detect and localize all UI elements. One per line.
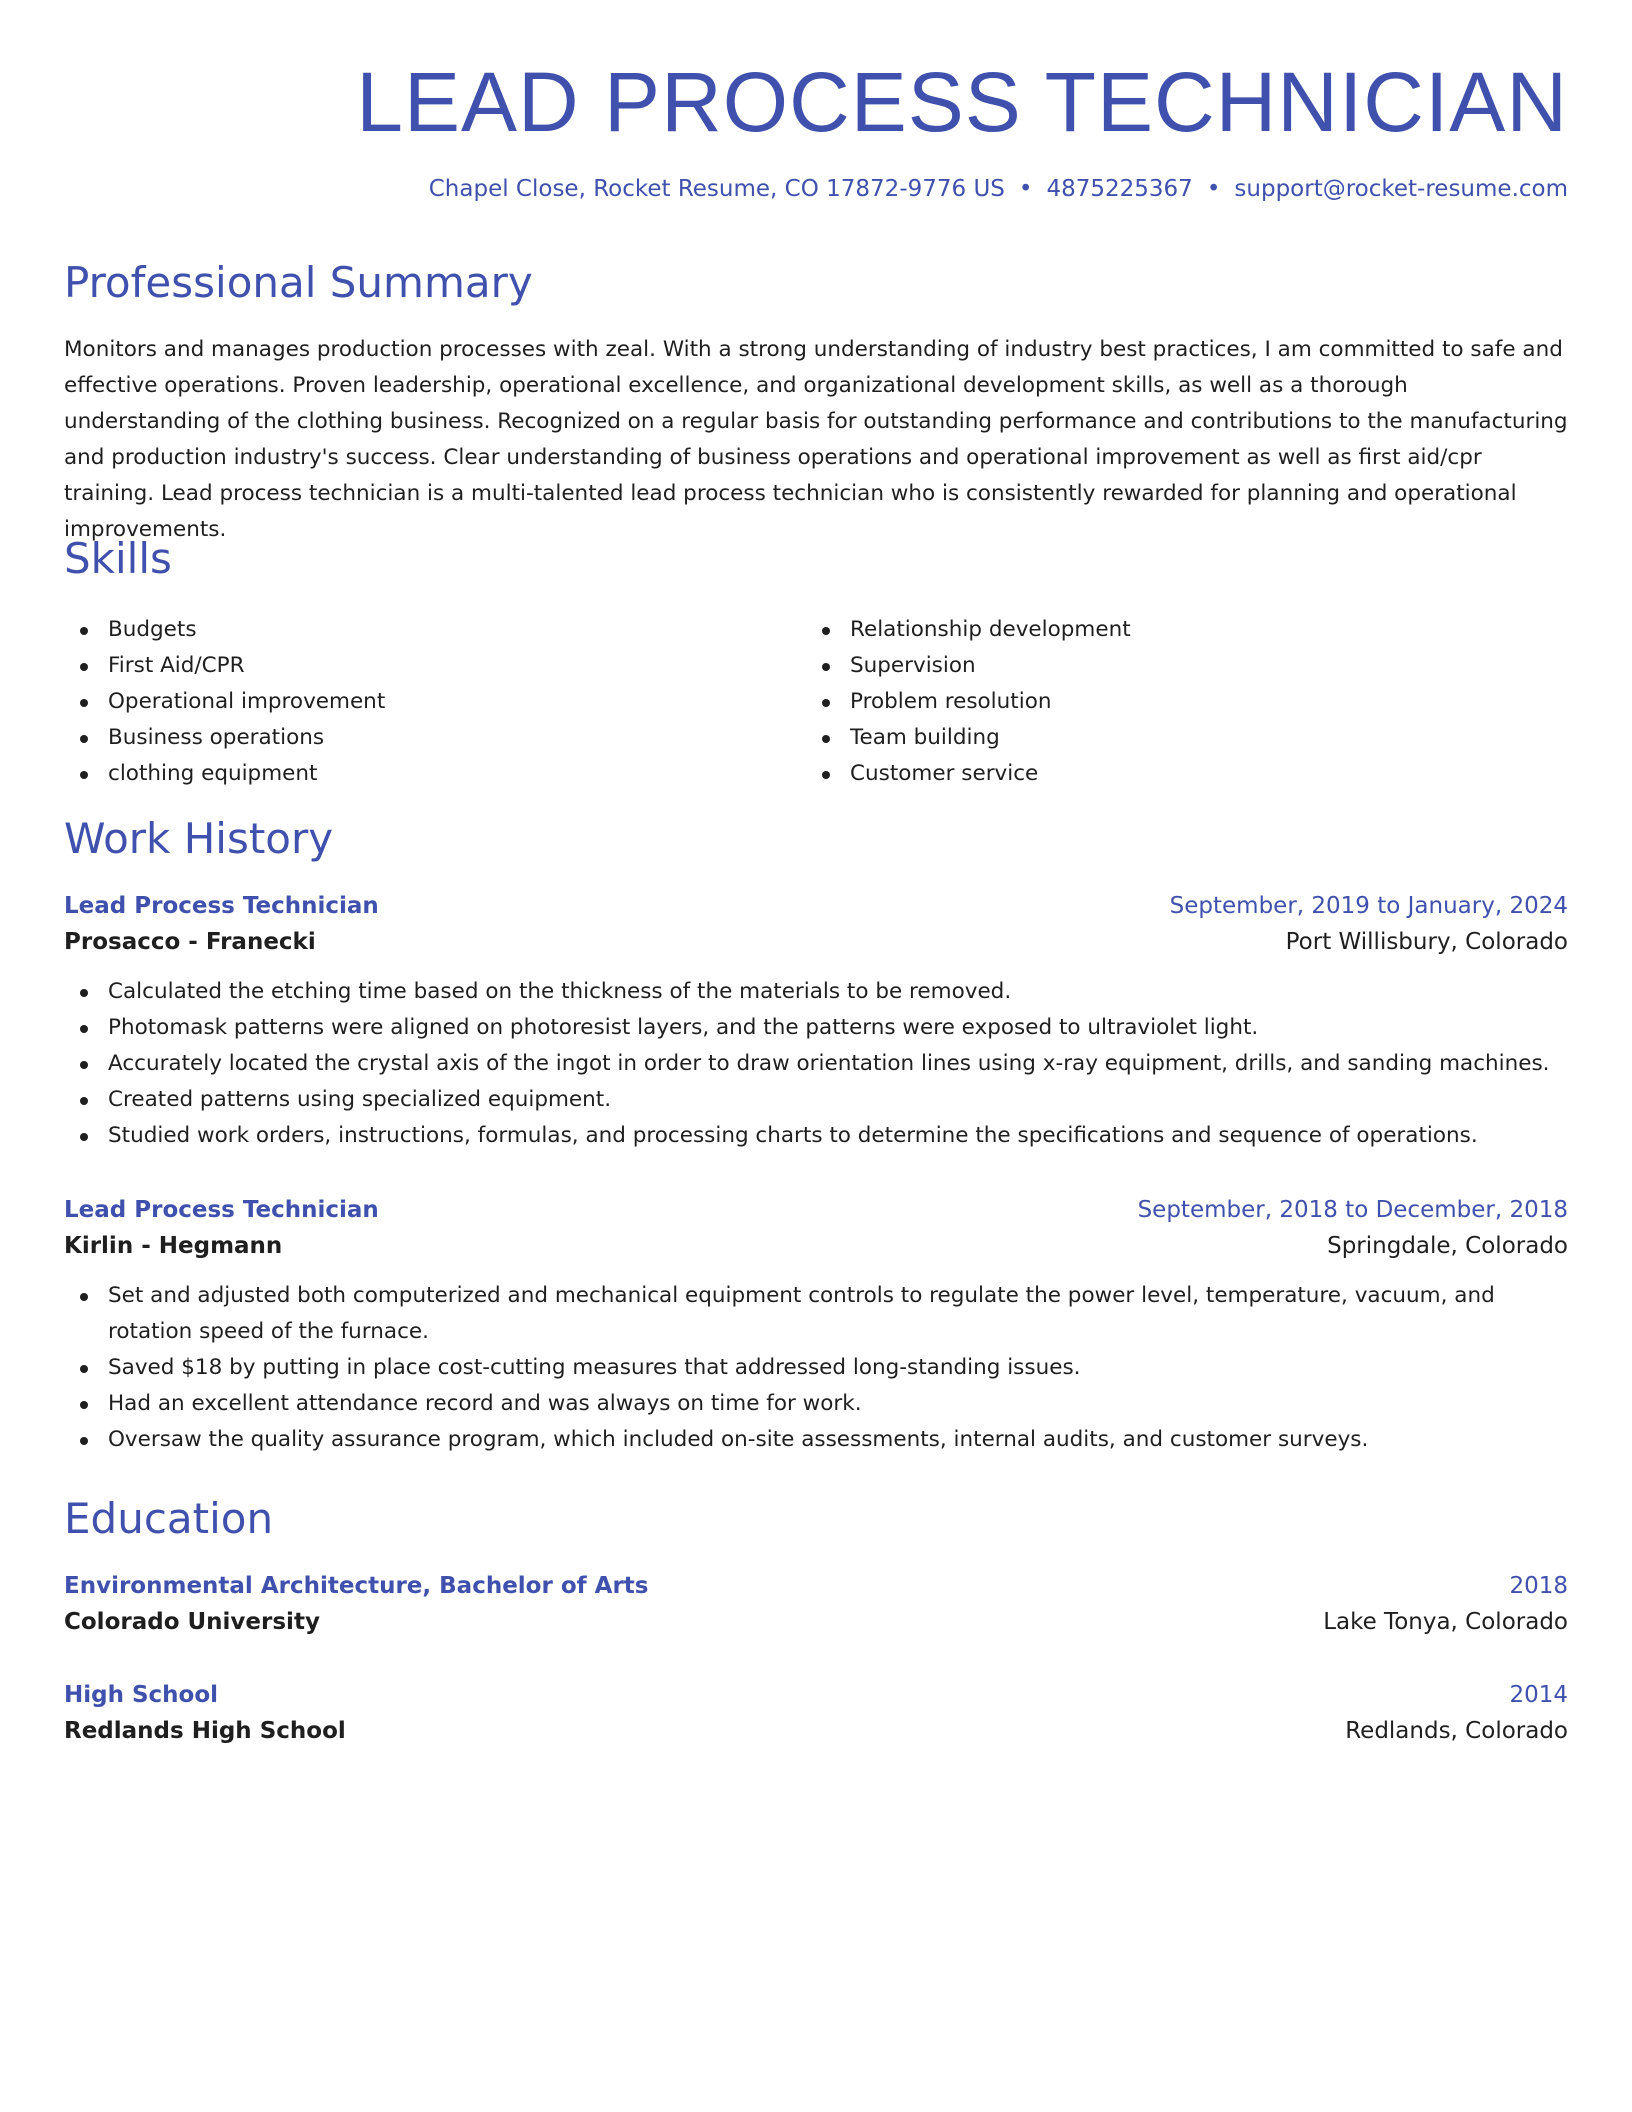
education-school: Colorado University — [64, 1609, 320, 1635]
education-school: Redlands High School — [64, 1718, 346, 1744]
summary-text: Monitors and manages production processes with zeal. With a strong understanding of industry best practices, I am committed to safe and effective operations. Proven leadership, operational excellence, and organizational development skills, as well as a thorough understanding of the clothing business. Recognized on a regular basis for outstanding performance and contributions to the manufacturing and production industry's success. Clear understanding of business operations and operational improvement as well as first aid/cpr training. Lead process technician is a multi-talented lead process technician who is consistently rewarded for planning and operational improvements. — [64, 337, 1568, 542]
skill-item: Problem resolution — [806, 684, 1548, 720]
job-dates: September, 2019 to January, 2024 — [1169, 893, 1568, 919]
job-bullets — [64, 974, 1568, 1154]
skills-column-right — [806, 612, 1548, 792]
summary-heading: Professional Summary — [64, 258, 533, 307]
skills-column-left — [64, 612, 806, 792]
job-title: Lead Process Technician — [64, 893, 379, 919]
job-bullet: Saved $18 by putting in place cost-cutting measures that addressed long-standing issues. — [64, 1350, 1568, 1386]
job-entry — [64, 1194, 1568, 1458]
job-company: Kirlin - Hegmann — [64, 1233, 283, 1259]
education-location: Lake Tonya, Colorado — [1323, 1609, 1568, 1635]
contact-line — [429, 176, 1568, 202]
education-degree: Environmental Architecture, Bachelor of Arts — [64, 1573, 649, 1599]
job-company: Prosacco - Franecki — [64, 929, 316, 955]
skill-item: Business operations — [64, 720, 806, 756]
job-bullet: Oversaw the quality assurance program, which included on-site assessments, internal audits, and customer surveys. — [64, 1422, 1568, 1458]
job-bullet: Created patterns using specialized equipment. — [64, 1082, 1568, 1118]
education-entry — [64, 1679, 1568, 1751]
job-title: Lead Process Technician — [64, 1197, 379, 1223]
education-location: Redlands, Colorado — [1345, 1718, 1568, 1744]
education-year: 2018 — [1509, 1573, 1568, 1599]
resume-name: LEAD PROCESS TECHNICIAN — [356, 55, 1568, 149]
job-bullet: Set and adjusted both computerized and mechanical equipment controls to regulate the power level, temperature, vacuum, and rotation speed of the furnace. — [64, 1278, 1568, 1350]
skill-item: Team building — [806, 720, 1548, 756]
skill-item: Customer service — [806, 756, 1548, 792]
job-bullet: Calculated the etching time based on the thickness of the materials to be removed. — [64, 974, 1568, 1010]
job-bullet: Studied work orders, instructions, formulas, and processing charts to determine the specifications and sequence of operations. — [64, 1118, 1568, 1154]
skill-item: clothing equipment — [64, 756, 806, 792]
job-bullet: Accurately located the crystal axis of the ingot in order to draw orientation lines using x-ray equipment, drills, and sanding machines. — [64, 1046, 1568, 1082]
contact-address: Chapel Close, Rocket Resume, CO 17872-9776 US — [428, 176, 1005, 202]
skill-item: Relationship development — [806, 612, 1548, 648]
skill-item: First Aid/CPR — [64, 648, 806, 684]
work-heading: Work History — [64, 814, 334, 863]
job-bullet: Photomask patterns were aligned on photoresist layers, and the patterns were exposed to ultraviolet light. — [64, 1010, 1568, 1046]
job-bullets — [64, 1278, 1568, 1458]
education-degree: High School — [64, 1682, 219, 1708]
skills-heading: Skills — [64, 534, 172, 583]
skills-list — [64, 612, 1568, 792]
education-year: 2014 — [1509, 1682, 1568, 1708]
job-location: Springdale, Colorado — [1327, 1233, 1568, 1259]
education-heading: Education — [64, 1494, 274, 1543]
job-dates: September, 2018 to December, 2018 — [1137, 1197, 1568, 1223]
contact-phone[interactable]: 4875225367 — [1046, 176, 1193, 202]
skill-item: Supervision — [806, 648, 1548, 684]
job-bullet: Had an excellent attendance record and was always on time for work. — [64, 1386, 1568, 1422]
contact-separator: • — [1206, 176, 1221, 202]
skill-item: Budgets — [64, 612, 806, 648]
contact-email[interactable]: support@rocket-resume.com — [1234, 176, 1568, 202]
job-entry — [64, 890, 1568, 1154]
job-location: Port Willisbury, Colorado — [1285, 929, 1568, 955]
skill-item: Operational improvement — [64, 684, 806, 720]
contact-separator: • — [1018, 176, 1033, 202]
education-entry — [64, 1570, 1568, 1642]
